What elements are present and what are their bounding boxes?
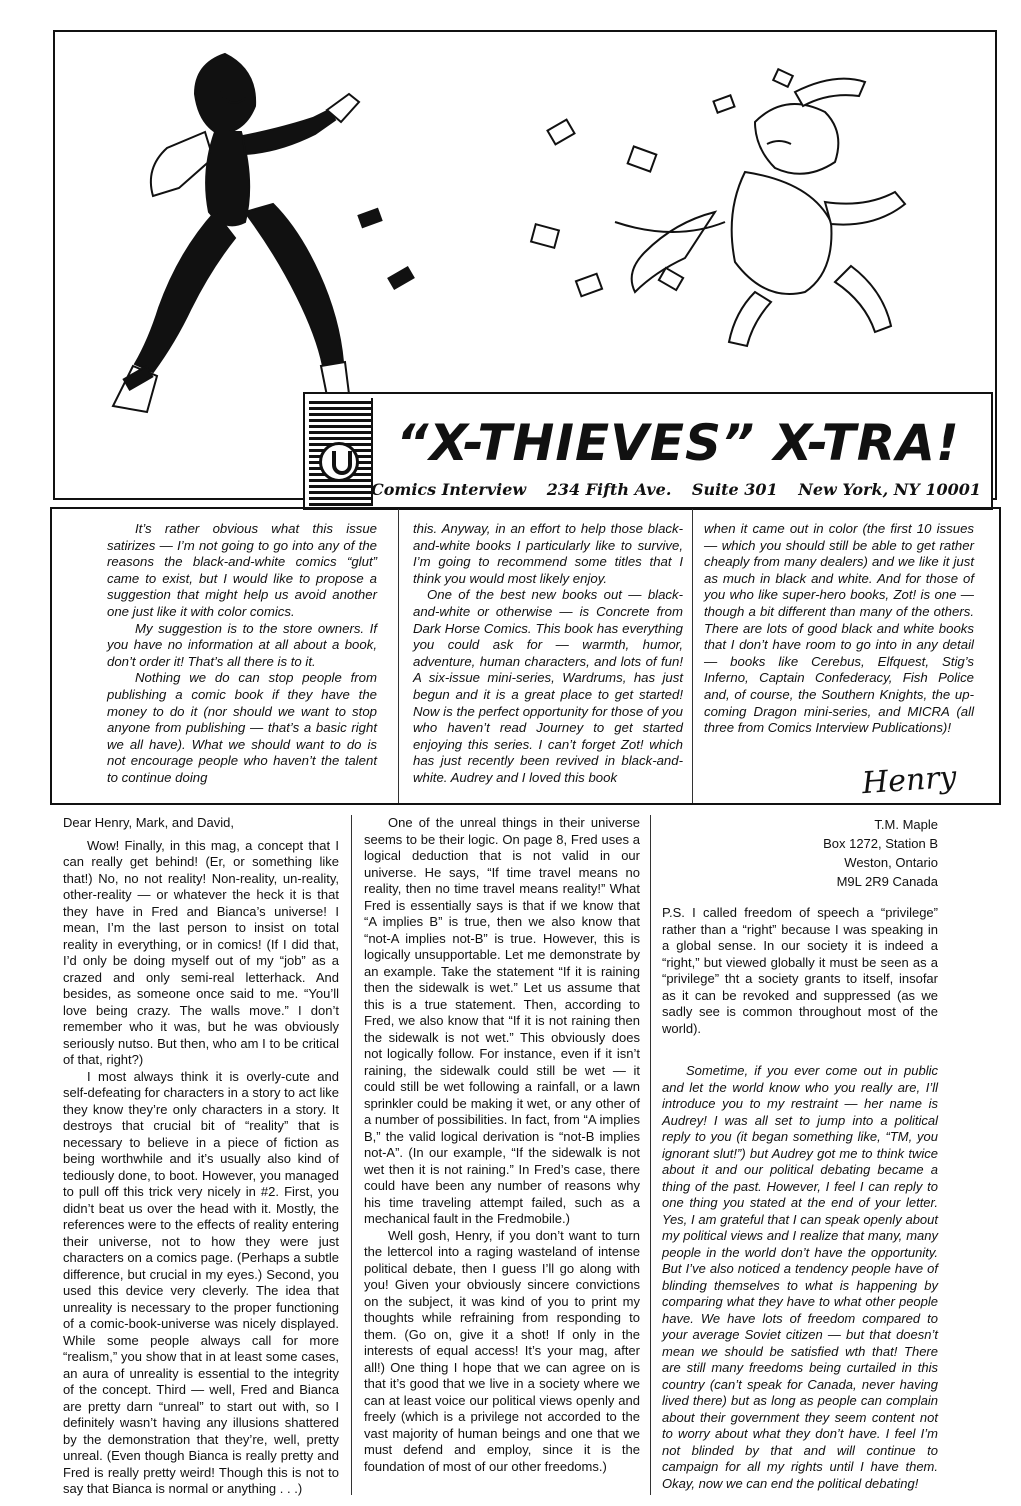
letter-column-3: [662, 815, 938, 1492]
column-divider: [692, 509, 693, 803]
editorial-paragraph: My suggestion is to the store owners. If you have no information at all about a book, don’t order it! That’s all there is to it.: [107, 620, 377, 669]
editorial-paragraph: One of the best new books out — black-and-white or otherwise — is Concrete from Dark Horse Comics. This book has everything you could ask for — warmth, humor, adventure, human characters, and lots of fun! A six-issue mini-series, Wardrums, has just begun and it is a great place to get started! Now is the perfect opportunity for those of you who haven’t read Journey to get started enjoying this series. I can’t forget Zot! which has just recently been revived in black-and-white. Audrey and I loved this book: [413, 587, 683, 785]
letter-greeting: Dear Henry, Mark, and David,: [63, 815, 234, 830]
letter-paragraph: One of the unreal things in their universe seems to be their logic. On page 8, Fred uses a logical deduction that is not valid in our universe. He says, “If time travel means no reality, then no time travel means reality!” What Fred is essentially says is that if we know that “A implies B” is true, then we also know that “not-A implies not-B” is true. However, this is logically unsupportable. Let me demonstrate by an example. Take the statement “If it is raining then the sidewalk is wet.” Let us assume that this is a true statement. Then, according to Fred, we also know that “If it is not raining then the sidewalk is not wet.” This obviously does not logically follow. For instance, even if it isn’t raining, the sidewalk could still be wet — it could still be wet following a rainfall, or a lawn sprinkler could be making it wet, or any other of a number of possibilities. In fact, from “A implies B,” the valid logical derivation is “not-B implies not-A”. (In our example, “If the sidewalk is not wet then it is not raining.” In Fred’s case, there could have been any number of reasons why his time traveling attempt failed, such as a mechanical fault in the Fredmobile.): [364, 815, 640, 1226]
mailing-address: [371, 480, 981, 499]
letter-column-1: [63, 815, 339, 1498]
column-divider: [398, 509, 399, 803]
editorial-column-2: [413, 521, 683, 787]
sender-town: Weston, Ontario: [844, 855, 938, 870]
letter-column-2: [364, 815, 640, 1475]
address-city: New York, NY 10001: [798, 480, 981, 499]
page-title: “X-THIEVES” X-TRA!: [396, 414, 960, 472]
sender-box: Box 1272, Station B: [823, 836, 938, 851]
column-divider: [650, 815, 651, 1495]
reply-paragraph: Sometime, if you ever come out in public and let the world know who you really are, I’ll introduce you to my restraint — her name is Audrey! I was all set to jump into a political reply to you (it began something like, “TM, you ignorant slut!”) but Audrey got me to think twice about it and our political debating became a thing of the past. However, I feel I can reply to one thing you stated at the end of your letter. Yes, I am grateful that I can speak openly about my political views and I realize that many, many people in the world don’t have the opportunity. But I’ve also noticed a tendency people have of blinding themselves to what is happening by comparing what they have to what other people have. We have lots of freedom compared to your average Soviet citizen — but that doesn’t mean we should be satisfied wth that! There are still many freedoms being curtailed in this country (can’t speak for Canada, never having lived there) but as long as people can complain about their government they seem content not to worry about what they don’t have. I feel I’m not blinded by that and will continue to campaign for all my rights until I have them. Okay, now we can end the political debating!: [662, 1063, 938, 1491]
illustration-panel: [53, 30, 997, 500]
sender-address: [662, 815, 938, 891]
heroine-figure: [113, 54, 359, 412]
address-publication: Comics Interview: [371, 480, 527, 499]
address-suite: Suite 301: [691, 480, 778, 499]
creature-figure: [615, 79, 905, 346]
title-box: [303, 392, 993, 510]
letter-paragraph: Well gosh, Henry, if you don’t want to turn the lettercol into a raging wasteland of intense political debate, then I guess I’ll go along with you! Given your obviously sincere convictions on the subject, it was kind of you to print my thoughts while refraining from responding to them. (Go on, give it a shot! If only in the interests of equal access! It’s your mag, after all!) One thing I hope that we can agree on is that it’s good that we live in a society where we can at least voice our political views openly and freely (which is a privilege not accorded to the vast majority of human beings and one that we must defend and employ, since it is the foundation of most of our other freedoms.): [364, 1227, 640, 1474]
editorial-column-3: [704, 521, 974, 737]
editorial-box: [50, 507, 1001, 805]
letter-paragraph: Wow! Finally, in this mag, a concept that I can really get behind! (Er, or something like that!) No, no not reality! Non-reality, un-reality, other-reality — or whatever the heck it is that they have in Fred and Bianca’s universe! I mean, I’m the last person to insist on total reality in everything, or in comics! (If I did that, I’d only be doing myself out of my “job” as a crazed and only semi-real letterhack. And besides, as someone once said to me. “You’ll love being crazy. The walls move.” I don’t remember who it was, but he was obviously seriously nutso. But then, who am I to be critical of that, right?): [63, 837, 339, 1067]
sender-postal: M9L 2R9 Canada: [836, 874, 938, 889]
editorial-paragraph: this. Anyway, in an effort to help those black-and-white books I particularly like to survive, I’m going to recommend some titles that I think you would most likely enjoy.: [413, 521, 683, 586]
editor-reply: [662, 1063, 938, 1492]
editorial-paragraph: when it came out in color (the first 10 issues — which you should still be able to get rather cheaply from many dealers) and we like it just as much in black and white. And for those of you who like super-hero books, Zot! is one — though a bit different than many of the others. There are lots of good black and white books that I don’t have room to go into in any detail — books like Cerebus, Elfquest, Stig’s Inferno, Captain Confederacy, Fish Police and, of course, the Southern Knights, the up-coming Dragon mini-series, and MICRA (all three from Comics Interview Publications)!: [704, 521, 974, 736]
letter-paragraph: I most always think it is overly-cute and self-defeating for characters in a story to act like they know they’re only characters in a story. It destroys that crucial bit of “reality” that is necessary to believe in a piece of fiction as being worthwhile and it’s usually also kind of tediously done, to boot. However, you managed to pull off this trick very nicely in #2. First, you didn’t beat us over the head with it. Mostly, the references were to the effects of reality entering their universe, not to how they were just characters on a comics page. (Perhaps a subtle difference, but crucial in my eyes.) Second, you used this device very cleverly. The idea that unreality is necessary to the proper functioning of a comic-book-universe was nicely displayed. While some people always call for more “realism,” you show that in at least some cases, an aura of unreality is essential to the integrity of the concept. Third — well, Fred and Bianca are pretty darn “unreal” to start out with, so I definitely wasn’t having any illusions shattered by the demonstration that they’re, well, pretty unreal. (Even though Bianca is really pretty and Fred is really pretty weird! Though this is not to say that Bianca is normal or anything . . .): [63, 1068, 340, 1496]
editor-signature: Henry: [860, 759, 958, 802]
address-street: 234 Fifth Ave.: [546, 480, 672, 499]
postscript: P.S. I called freedom of speech a “privilege” rather than a “right” because I was speaking in a global sense. In our society it is indeed a “right,” but viewed globally it must be seen as a “privilege” tht a society grants to itself, insofar as it can be revoked and suppressed (as we sadly see is common throughout most of the world).: [662, 905, 938, 1036]
editorial-column-1: [107, 521, 377, 787]
editorial-paragraph: Nothing we do can stop people from publishing a comic book if they have the money to do it (nor should we want to stop anyone from publishing — that’s a basic right we all have). What we should want to do is not encourage people who haven’t the talent to continue doing: [107, 670, 377, 785]
sender-name: T.M. Maple: [874, 817, 938, 832]
editorial-paragraph: It’s rather obvious what this issue satirizes — I’m not going to go into any of the reasons the black-and-white comics “glut” came to exist, but I would like to propose a suggestion that might help us avoid another one just like it with color comics.: [107, 521, 377, 619]
column-divider: [351, 815, 352, 1495]
